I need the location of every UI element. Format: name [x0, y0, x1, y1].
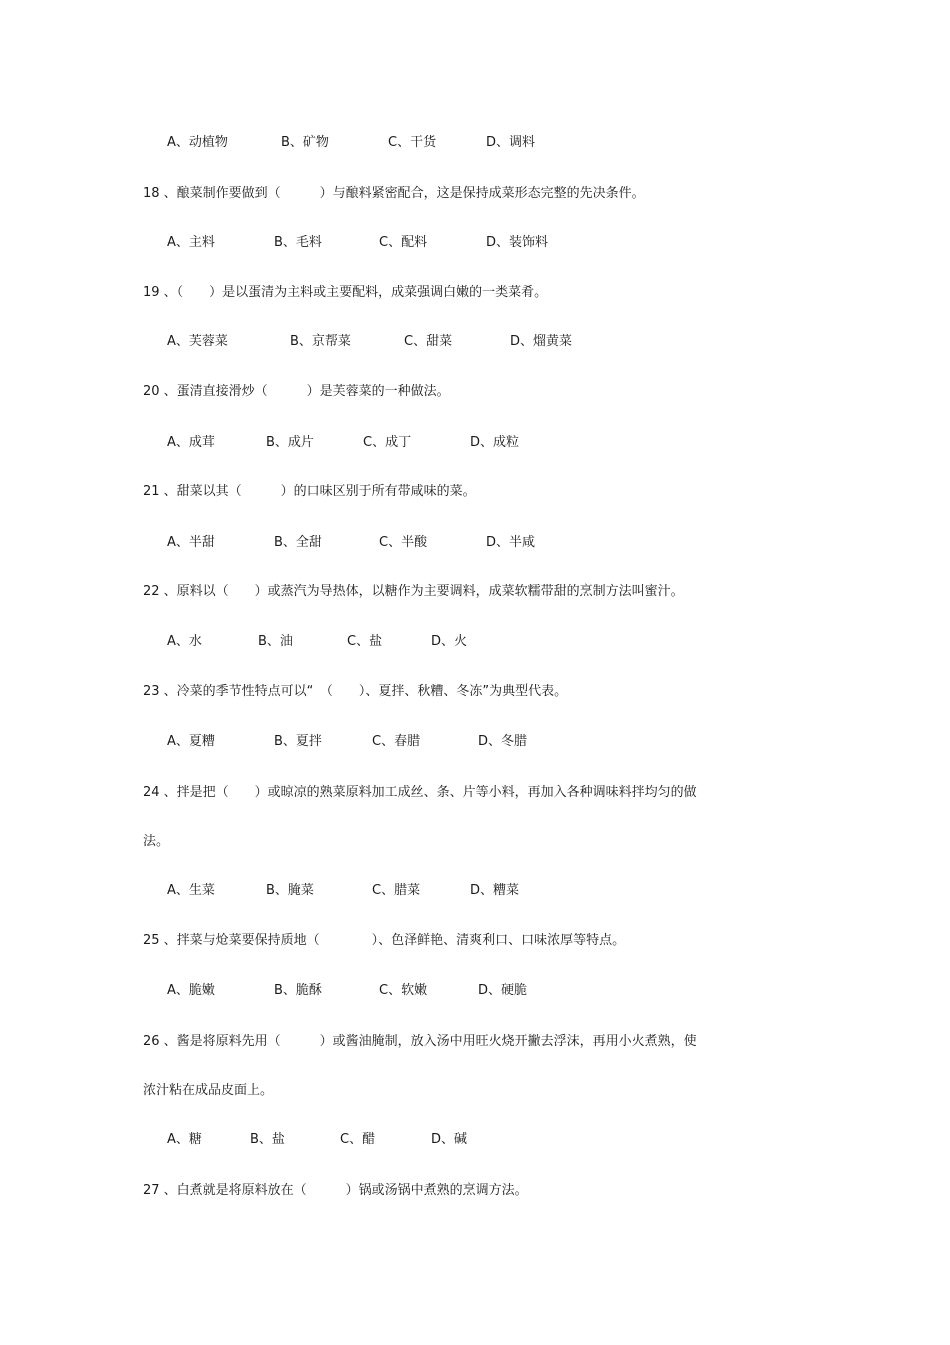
- option-b: B、盐: [250, 1132, 285, 1147]
- option-c: C、干货: [388, 135, 437, 150]
- option-c: C、盐: [347, 634, 383, 649]
- option-b: B、京帮菜: [290, 334, 351, 349]
- question-18: 18 、酿菜制作要做到（ ）与酿料紧密配合，这是保持成菜形态完整的先决条件。: [143, 186, 645, 201]
- option-a: A、芙蓉菜: [167, 334, 228, 349]
- question-21: 21 、甜菜以其（ ）的口味区别于所有带咸味的菜。: [143, 484, 476, 499]
- option-c: C、半酸: [379, 535, 428, 550]
- option-d: D、硬脆: [478, 983, 528, 998]
- question-24-continued: 法。: [143, 834, 170, 849]
- option-a: A、成茸: [167, 435, 215, 450]
- option-c: C、配料: [379, 235, 428, 250]
- option-c: C、甜菜: [404, 334, 453, 349]
- option-d: D、碱: [431, 1132, 468, 1147]
- option-d: D、冬腊: [478, 734, 528, 749]
- question-25: 25 、拌菜与炝菜要保持质地（ ）、色泽鲜艳、清爽利口、口味浓厚等特点。: [143, 933, 626, 948]
- option-b: B、矿物: [281, 135, 329, 150]
- option-a: A、水: [167, 634, 202, 649]
- option-a: A、半甜: [167, 535, 215, 550]
- option-d: D、成粒: [470, 435, 520, 450]
- option-b: B、夏拌: [274, 734, 322, 749]
- option-c: C、腊菜: [372, 883, 421, 898]
- question-20: 20 、蛋清直接滑炒（ ）是芙蓉菜的一种做法。: [143, 384, 450, 399]
- option-c: C、醋: [340, 1132, 376, 1147]
- question-24: 24 、拌是把（ ）或晾凉的熟菜原料加工成丝、条、片等小料，再加入各种调味料拌均匀的做: [143, 785, 697, 800]
- option-b: B、脆酥: [274, 983, 322, 998]
- question-22: 22 、原料以（ ）或蒸汽为导热体，以糖作为主要调料，成菜软糯带甜的烹制方法叫蜜汁。: [143, 584, 684, 599]
- option-c: C、春腊: [372, 734, 421, 749]
- option-d: D、装饰料: [486, 235, 549, 250]
- option-d: D、糟菜: [470, 883, 520, 898]
- option-b: B、全甜: [274, 535, 322, 550]
- option-a: A、动植物: [167, 135, 228, 150]
- option-a: A、脆嫩: [167, 983, 215, 998]
- option-c: C、软嫩: [379, 983, 428, 998]
- option-a: A、主料: [167, 235, 215, 250]
- option-a: A、夏糟: [167, 734, 215, 749]
- question-23: 23 、冷菜的季节性特点可以“ （ ）、夏拌、秋糟、冬冻”为典型代表。: [143, 684, 568, 699]
- question-19: 19 、（ ）是以蛋清为主料或主要配料，成菜强调白嫩的一类菜肴。: [143, 285, 548, 300]
- option-a: A、生菜: [167, 883, 215, 898]
- question-26-continued: 浓汁粘在成品皮面上。: [143, 1083, 274, 1098]
- option-c: C、成丁: [363, 435, 412, 450]
- option-d: D、火: [431, 634, 468, 649]
- option-b: B、油: [258, 634, 293, 649]
- option-d: D、调料: [486, 135, 536, 150]
- question-27: 27 、白煮就是将原料放在（ ）锅或汤锅中煮熟的烹调方法。: [143, 1183, 528, 1198]
- option-b: B、成片: [266, 435, 314, 450]
- question-26: 26 、酱是将原料先用（ ）或酱油腌制，放入汤中用旺火烧开撇去浮沫，再用小火煮熟，使: [143, 1034, 697, 1049]
- option-b: B、毛料: [274, 235, 322, 250]
- option-d: D、半咸: [486, 535, 536, 550]
- option-d: D、熘黄菜: [510, 334, 573, 349]
- option-a: A、糖: [167, 1132, 202, 1147]
- option-b: B、腌菜: [266, 883, 314, 898]
